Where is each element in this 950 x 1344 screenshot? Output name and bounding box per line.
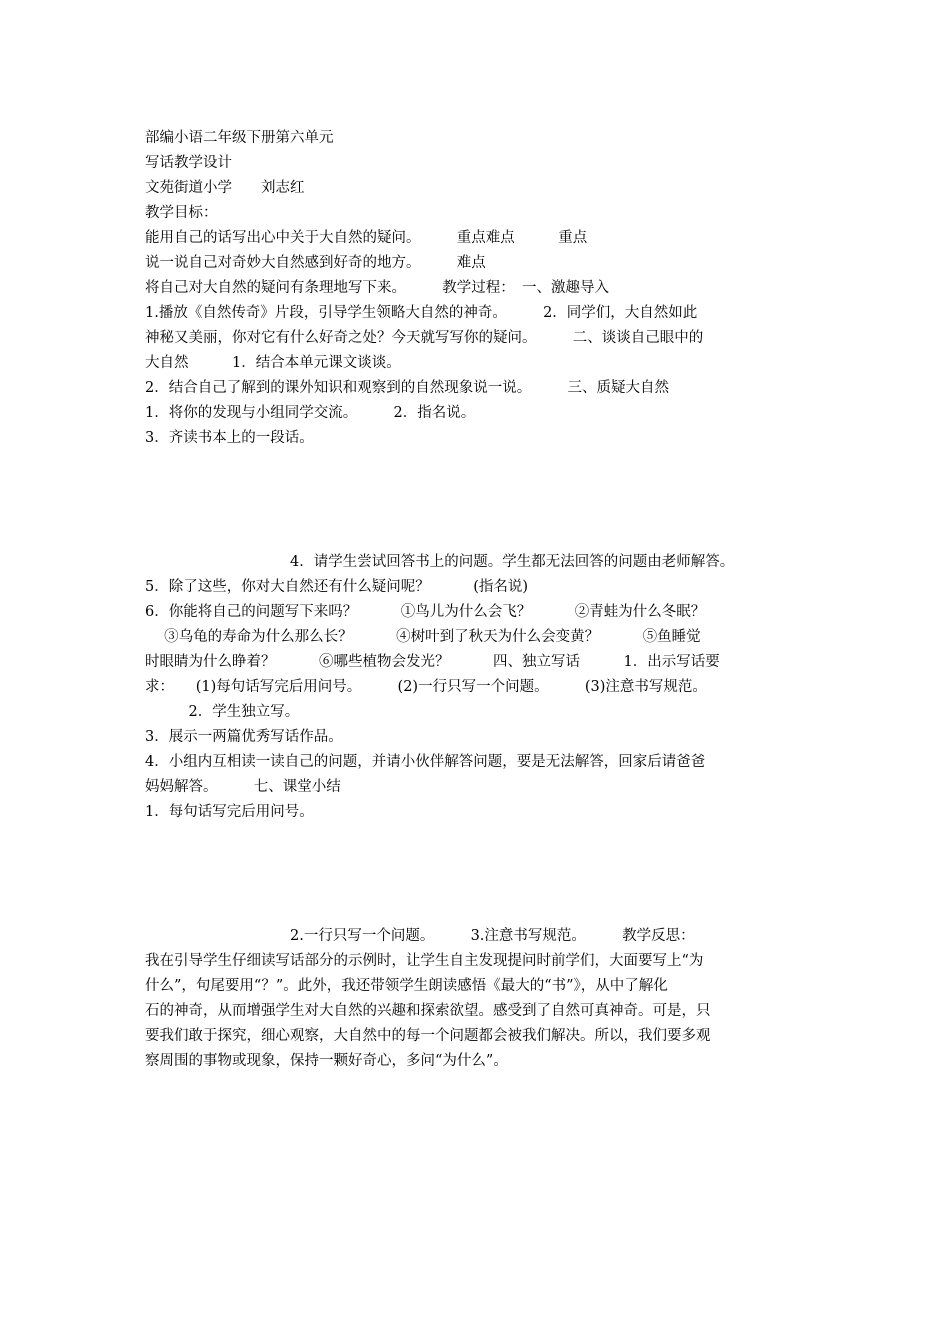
doc-title-line: 部编小语二年级下册第六单元 bbox=[145, 130, 334, 146]
text-line: 要我们敢于探究，细心观察，大自然中的每一个问题都会被我们解决。所以，我们要多观 bbox=[145, 1028, 711, 1044]
text-line: 3．齐读书本上的一段话。 bbox=[145, 430, 314, 446]
doc-subtitle-line: 写话教学设计 bbox=[145, 155, 232, 171]
text-line: 能用自己的话写出心中关于大自然的疑问。 重点难点 重点 bbox=[145, 230, 588, 246]
text-line: 3．展示一两篇优秀写话作品。 bbox=[145, 729, 343, 745]
text-line: 6．你能将自己的问题写下来吗？ ①鸟儿为什么会飞？ ②青蛙为什么冬眠？ bbox=[145, 604, 706, 620]
text-line: 将自己对大自然的疑问有条理地写下来。 教学过程： 一、激趣导入 bbox=[145, 280, 609, 296]
text-line: 我在引导学生仔细读写话部分的示例时，让学生自主发现提问时前学们，大面要写上“为 bbox=[145, 953, 704, 969]
text-line: 1.播放《自然传奇》片段，引导学生领略大自然的神奇。 2．同学们，大自然如此 bbox=[145, 305, 698, 321]
text-line: 2．结合自己了解到的课外知识和观察到的自然现象说一说。 三、质疑大自然 bbox=[145, 380, 669, 396]
doc-author-line: 文苑街道小学 刘志红 bbox=[145, 180, 305, 196]
text-line: 石的神奇，从而增强学生对大自然的兴趣和探索欲望。感受到了自然可真神奇。可是，只 bbox=[145, 1003, 711, 1019]
text-line: 4．请学生尝试回答书上的问题。学生都无法回答的问题由老师解答。 bbox=[145, 554, 735, 570]
text-line: 教学目标： bbox=[145, 205, 218, 221]
text-line: 2．学生独立写。 bbox=[145, 704, 300, 720]
text-line: 5．除了这些，你对大自然还有什么疑问呢？ (指名说) bbox=[145, 579, 529, 595]
text-line: 1．将你的发现与小组同学交流。 2．指名说。 bbox=[145, 405, 476, 421]
text-line: 2.一行只写一个问题。 3.注意书写规范。 教学反思： bbox=[145, 928, 695, 944]
text-line: 时眼睛为什么睁着？ ⑥哪些植物会发光？ 四、独立写话 1．出示写话要 bbox=[145, 654, 720, 670]
text-line: 神秘又美丽，你对它有什么好奇之处？今天就写写你的疑问。 二、谈谈自己眼中的 bbox=[145, 330, 704, 346]
text-line: ③乌龟的寿命为什么那么长？ ④树叶到了秋天为什么会变黄？ ⑤鱼睡觉 bbox=[145, 629, 701, 645]
text-line: 妈妈解答。 七、课堂小结 bbox=[145, 779, 341, 795]
text-line: 求： (1)每句话写完后用问号。 (2)一行只写一个问题。 (3)注意书写规范。 bbox=[145, 679, 707, 695]
text-line: 说一说自己对奇妙大自然感到好奇的地方。 难点 bbox=[145, 255, 486, 271]
text-line: 1．每句话写完后用问号。 bbox=[145, 804, 314, 820]
text-line: 4．小组内互相读一读自己的问题，并请小伙伴解答问题，要是无法解答，回家后请爸爸 bbox=[145, 754, 706, 770]
text-line: 什么”，句尾要用“？”。此外，我还带领学生朗读感悟《最大的“书”》，从中了解化 bbox=[145, 978, 668, 994]
text-line: 察周围的事物或现象，保持一颗好奇心，多问“为什么”。 bbox=[145, 1053, 508, 1069]
text-line: 大自然 1．结合本单元课文谈谈。 bbox=[145, 355, 401, 371]
